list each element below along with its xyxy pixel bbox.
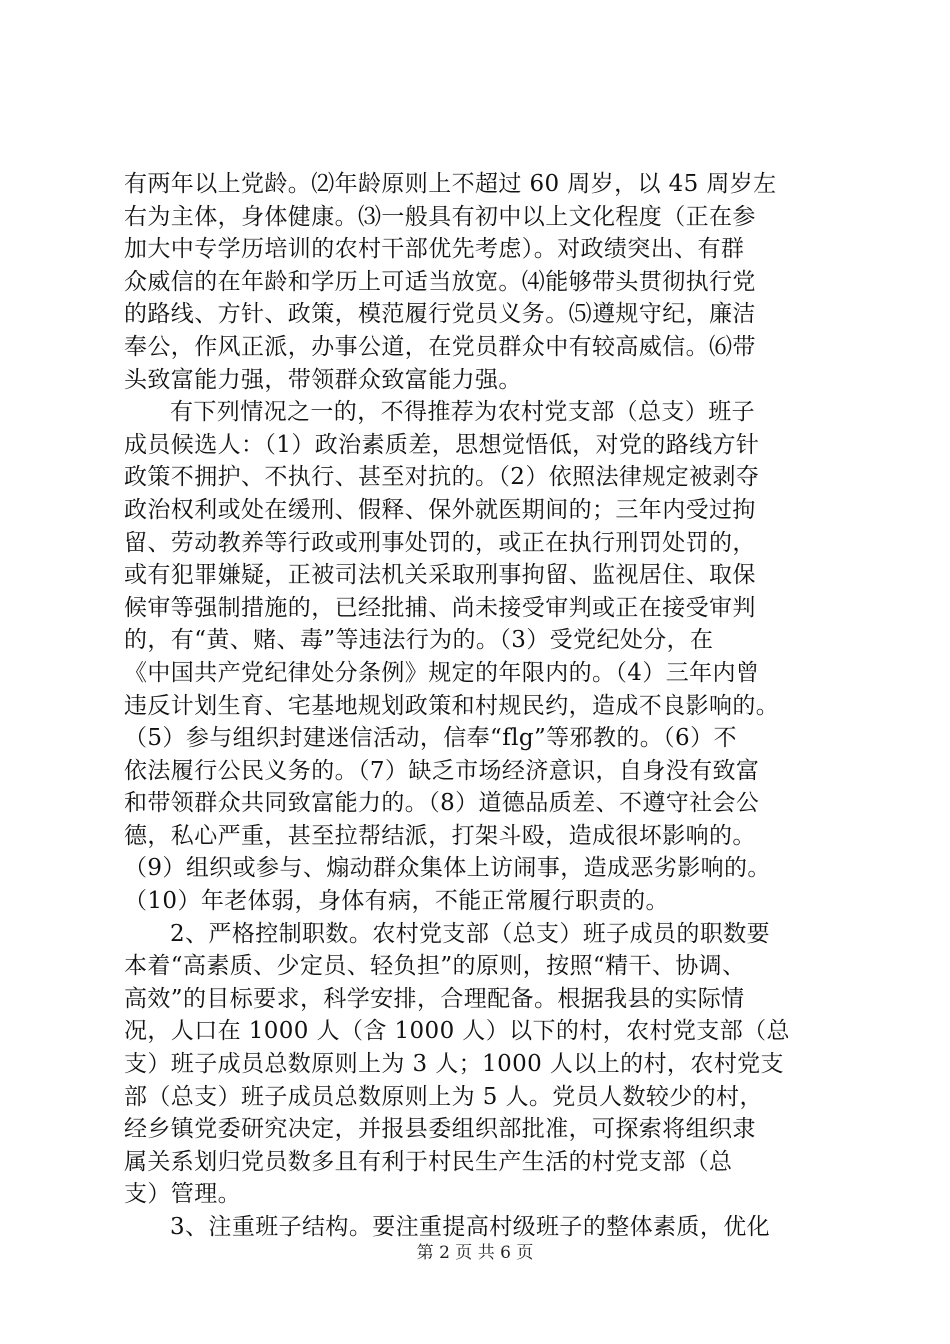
text-line: 依法履行公民义务的。（7）缺乏市场经济意识，自身没有致富 bbox=[124, 757, 760, 784]
text-line: （9）组织或参与、煽动群众集体上访闹事，造成恶劣影响的。 bbox=[124, 855, 771, 882]
text-line: 成员候选人：（1）政治素质差，思想觉悟低，对党的路线方针 bbox=[124, 431, 760, 458]
text-line: 况，人口在 1000 人（含 1000 人）以下的村，农村党支部（总 bbox=[124, 1018, 790, 1045]
text-line: 部（总支）班子成员总数原则上为 5 人。党员人数较少的村， bbox=[124, 1083, 763, 1110]
text-line: 的，有“黄、赌、毒”等违法行为的。（3）受党纪处分，在 bbox=[124, 627, 714, 654]
text-line: 支）管理。 bbox=[124, 1181, 241, 1208]
text-line: 经乡镇党委研究决定，并报县委组织部批准，可探索将组织隶 bbox=[124, 1116, 756, 1143]
text-line: （10）年老体弱，身体有病，不能正常履行职责的。 bbox=[124, 888, 669, 915]
page-number-footer: 第 2 页 共 6 页 bbox=[416, 1243, 534, 1263]
text-line: 头致富能力强，带领群众致富能力强。 bbox=[124, 366, 522, 393]
text-line: 德，私心严重，甚至拉帮结派，打架斗殴，造成很坏影响的。 bbox=[124, 822, 756, 849]
text-line: 属关系划归党员数多且有利于村民生产生活的村党支部（总 bbox=[124, 1148, 733, 1175]
text-line: 高效”的目标要求，科学安排，合理配备。根据我县的实际情 bbox=[124, 985, 745, 1012]
text-line: 支）班子成员总数原则上为 3 人；1000 人以上的村，农村党支 bbox=[124, 1051, 784, 1078]
text-line: 候审等强制措施的，已经批捕、尚未接受审判或正在接受审判 bbox=[124, 594, 756, 621]
text-line: 本着“高素质、少定员、轻负担”的原则，按照“精干、协调、 bbox=[124, 953, 746, 980]
document-body bbox=[124, 168, 834, 1244]
text-line: 《中国共产党纪律处分条例》规定的年限内的。（4）三年内曾 bbox=[124, 659, 760, 686]
text-line: 政策不拥护、不执行、甚至对抗的。（2）依照法律规定被剥夺 bbox=[124, 464, 760, 491]
text-line: 和带领群众共同致富能力的。（8）道德品质差、不遵守社会公 bbox=[124, 790, 760, 817]
paragraph-first-line: 有下列情况之一的，不得推荐为农村党支部（总支）班子 bbox=[170, 399, 755, 426]
text-line: 政治权利或处在缓刑、假释、保外就医期间的；三年内受过拘 bbox=[124, 496, 756, 523]
paragraph-first-line: 3、注重班子结构。要注重提高村级班子的整体素质，优化 bbox=[170, 1214, 771, 1240]
text-line: 加大中专学历培训的农村干部优先考虑）。对政绩突出、有群 bbox=[124, 236, 745, 263]
text-line: 奉公，作风正派，办事公道，在党员群众中有较高威信。⑹带 bbox=[124, 333, 756, 360]
text-line: （5）参与组织封建迷信活动，信奉“flg”等邪教的。（6）不 bbox=[124, 725, 737, 752]
text-line: 众威信的在年龄和学历上可适当放宽。⑷能够带头贯彻执行党 bbox=[124, 268, 756, 295]
text-line: 右为主体，身体健康。⑶一般具有初中以上文化程度（正在参 bbox=[124, 203, 756, 230]
text-line: 的路线、方针、政策，模范履行党员义务。⑸遵规守纪，廉洁 bbox=[124, 301, 756, 328]
text-line: 违反计划生育、宅基地规划政策和村规民约，造成不良影响的。 bbox=[124, 692, 780, 719]
text-line: 留、劳动教养等行政或刑事处罚的，或正在执行刑罚处罚的， bbox=[124, 529, 756, 556]
paragraph-first-line: 2、严格控制职数。农村党支部（总支）班子成员的职数要 bbox=[170, 920, 771, 947]
text-line: 或有犯罪嫌疑，正被司法机关采取刑事拘留、监视居住、取保 bbox=[124, 562, 756, 589]
text-line: 有两年以上党龄。⑵年龄原则上不超过 60 周岁，以 45 周岁左 bbox=[124, 171, 777, 197]
